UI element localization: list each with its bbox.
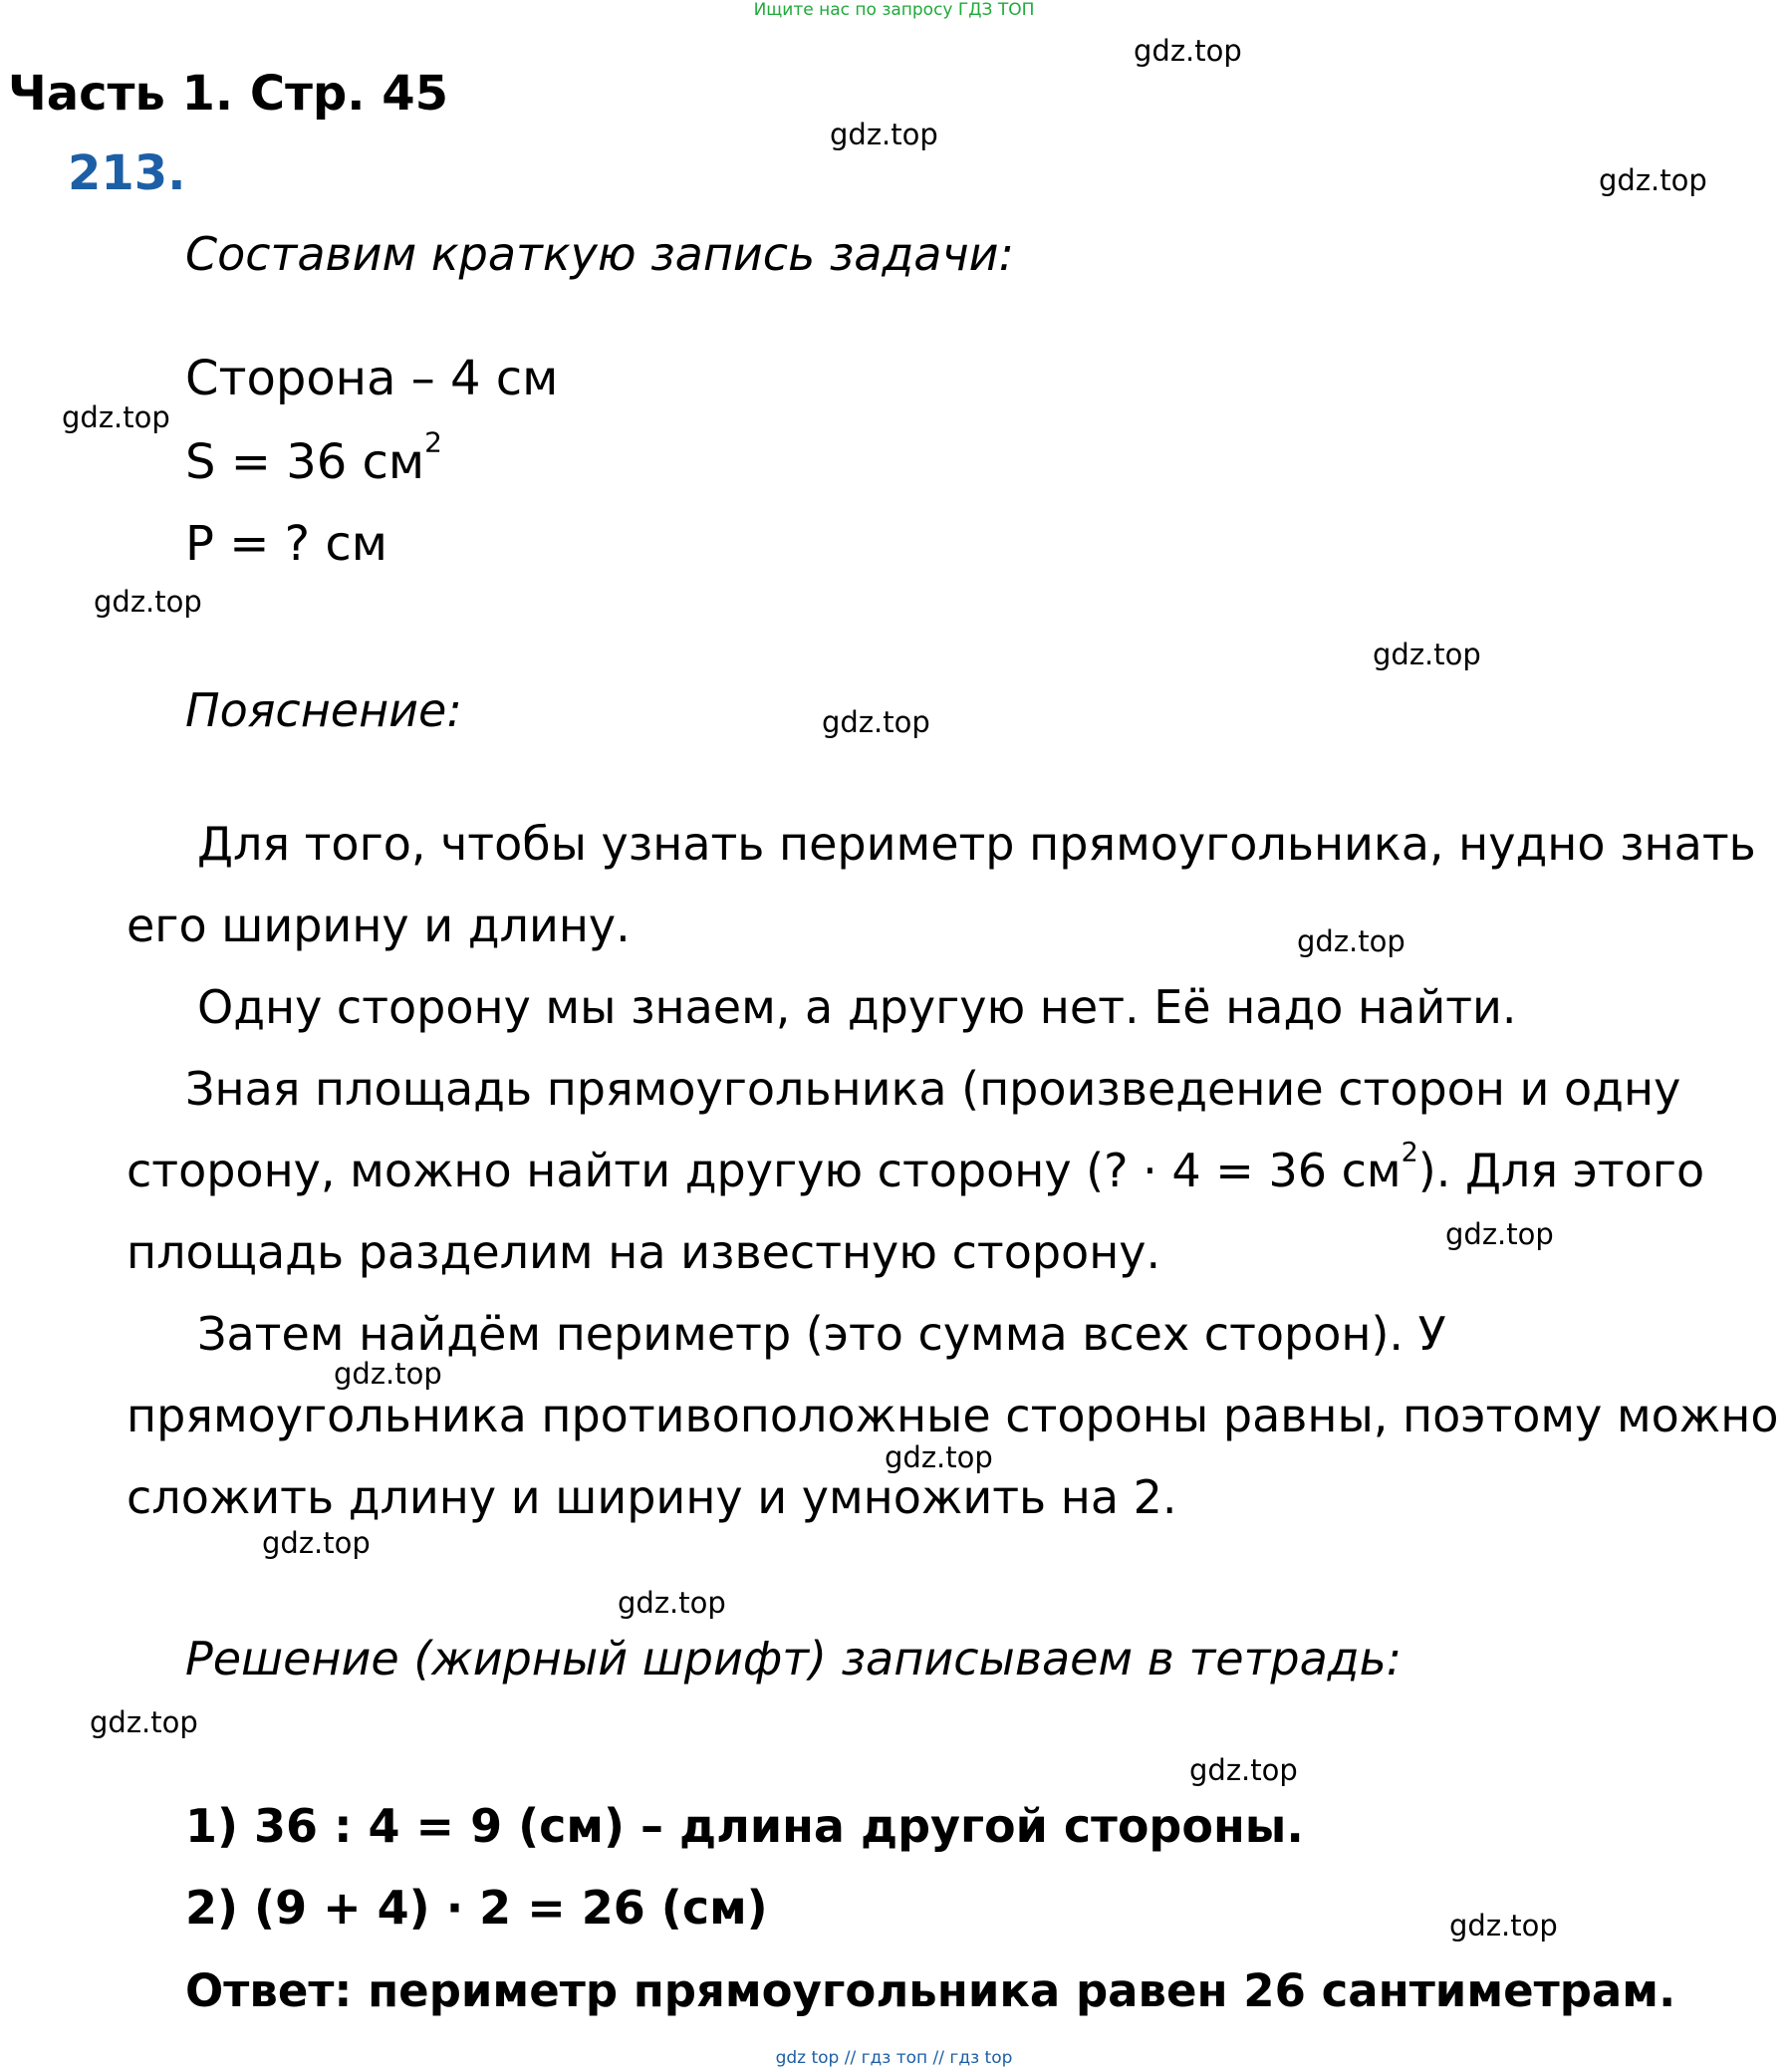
explanation-paragraph-3 — [127, 1048, 1780, 1293]
watermark: gdz.top — [1134, 34, 1242, 68]
condition-perimeter: P = ? см — [185, 516, 388, 572]
watermark: gdz.top — [618, 1586, 726, 1620]
watermark: gdz.top — [830, 118, 938, 151]
watermark: gdz.top — [1599, 163, 1707, 197]
watermark: gdz.top — [94, 585, 202, 619]
watermark: gdz.top — [885, 1440, 993, 1474]
watermark: gdz.top — [262, 1526, 371, 1560]
part-title: Часть 1. Стр. 45 — [8, 66, 449, 122]
bottom-banner: gdz top // гдз топ // гдз top — [775, 2048, 1013, 2068]
watermark: gdz.top — [1189, 1753, 1298, 1787]
condition-side: Сторона – 4 см — [185, 351, 559, 406]
explanation-paragraph-3-exponent: 2 — [1401, 1137, 1418, 1168]
watermark: gdz.top — [1449, 1909, 1558, 1942]
solution-heading: Решение (жирный шрифт) записываем в тетрадь: — [185, 1632, 1403, 1685]
explanation-paragraph-3-start: Зная площадь прямоугольника (произведение сторон и одну сторону, можно найти другую сторону (? · 4 = 36 см — [127, 1062, 1681, 1197]
explanation-paragraph-3-end: ). Для этого площадь разделим на известную сторону. — [127, 1144, 1705, 1279]
watermark: gdz.top — [90, 1705, 198, 1739]
explanation-paragraph-1: Для того, чтобы узнать периметр прямоугольника, нудно знать его ширину и длину. — [127, 817, 1756, 952]
explanation-paragraph-4: Затем найдём периметр (это сумма всех сторон). У прямоугольника противоположные стороны равны, поэтому можно сложить длину и ширину и умножить на 2. — [127, 1307, 1779, 1524]
watermark: gdz.top — [822, 705, 930, 739]
watermark: gdz.top — [1445, 1217, 1554, 1251]
explanation-heading: Пояснение: — [185, 683, 462, 737]
intro-heading: Составим краткую запись задачи: — [185, 227, 1015, 281]
condition-area — [185, 425, 442, 490]
watermark: gdz.top — [334, 1357, 442, 1391]
solution-step-2: 2) (9 + 4) · 2 = 26 (см) — [185, 1881, 768, 1935]
watermark: gdz.top — [62, 400, 170, 434]
task-number: 213. — [68, 145, 186, 201]
explanation-text — [127, 803, 1780, 1538]
condition-area-exponent: 2 — [424, 425, 442, 459]
watermark: gdz.top — [1297, 924, 1405, 958]
solution-answer: Ответ: периметр прямоугольника равен 26 сантиметрам. — [185, 1964, 1676, 2017]
top-banner: Ищите нас по запросу ГДЗ ТОП — [753, 0, 1035, 20]
condition-area-text: S = 36 см — [185, 434, 425, 490]
solution-step-1: 1) 36 : 4 = 9 (см) – длина другой стороны. — [185, 1799, 1304, 1853]
watermark: gdz.top — [1373, 638, 1481, 671]
explanation-paragraph-2: Одну сторону мы знаем, а другую нет. Её надо найти. — [197, 980, 1517, 1034]
